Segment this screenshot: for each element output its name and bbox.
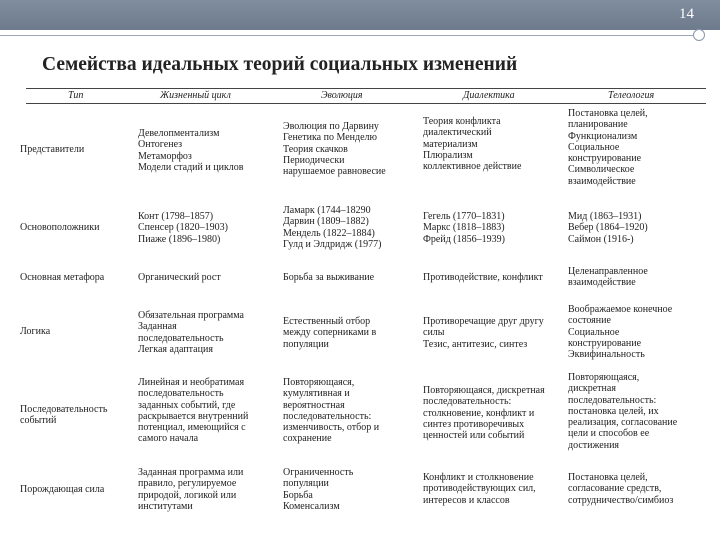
- table-cell: Конфликт и столкновение противодействующих сил, интересов и классов: [423, 472, 536, 506]
- table-cell: Линейная и необратимая последовательность заданных событий, где раскрывается внутренний потенциал, имеющийся с самого начала: [138, 377, 249, 445]
- header-divider-line: [0, 35, 700, 36]
- table-cell: Повторяющаяся, дискретная последовательность: столкновение, конфликт и синтез противоречивых ценностей или событий: [423, 385, 545, 442]
- table-cell: Конт (1798–1857) Спенсер (1820–1903) Пиаже (1896–1980): [138, 211, 228, 245]
- table-cell: Заданная программа или правило, регулируемое природой, логикой или институтами: [138, 467, 244, 512]
- table-cell: Естественный отбор между соперниками в популяции: [283, 316, 377, 350]
- row-label-founders: Основоположники: [20, 222, 100, 233]
- table-cell: Ламарк (1744–18290 Дарвин (1809–1882) Мендель (1822–1884) Гулд и Элдридж (1977): [283, 205, 382, 250]
- column-header-evolution: Эволюция: [321, 90, 363, 101]
- row-label-event-sequence: Последовательность событий: [20, 404, 108, 427]
- table-cell: Органический рост: [138, 272, 221, 283]
- table-cell: Борьба за выживание: [283, 272, 375, 283]
- table-cell: Повторяющаяся, кумулятивная и вероятностная последовательность: изменчивость, отбор и сохранение: [283, 377, 380, 445]
- column-header-teleology: Телеология: [608, 90, 655, 101]
- table-cell: Повторяющаяся, дискретная последовательность: постановка целей, их реализация, согласование цели и способов ее достижения: [568, 372, 678, 451]
- decorative-circle-icon: [693, 29, 705, 41]
- table-header-rule: [26, 103, 706, 104]
- column-header-life-cycle: Жизненный цикл: [160, 90, 231, 101]
- row-label-main-metaphor: Основная метафора: [20, 272, 105, 283]
- page-number: 14: [679, 6, 694, 22]
- table-cell: Эволюция по Дарвину Генетика по Менделю Теория скачков Периодически нарушаемое равновесие: [283, 121, 386, 178]
- row-label-generating-force: Порождающая сила: [20, 484, 105, 495]
- slide-header-bar: [0, 0, 720, 30]
- column-header-type: Тип: [68, 90, 84, 101]
- table-cell: Теория конфликта диалектический материализм Плюрализм коллективное действие: [423, 116, 522, 173]
- table-cell: Постановка целей, планирование Функционализм Социальное конструирование Символическое взаимодействие: [568, 108, 648, 187]
- table-top-rule: [26, 88, 706, 89]
- table-cell: Девелопментализм Онтогенез Метаморфоз Модели стадий и циклов: [138, 128, 244, 173]
- table-cell: Противоречащие друг другу силы Тезис, антитезис, синтез: [423, 316, 544, 350]
- page-title: Семейства идеальных теорий социальных изменений: [42, 54, 518, 75]
- table-cell: Постановка целей, согласование средств, сотрудничество/симбиоз: [568, 472, 674, 506]
- table-cell: Мид (1863–1931) Вебер (1864–1920) Саймон (1916-): [568, 211, 648, 245]
- table-cell: Ограниченность популяции Борьба Коменсализм: [283, 467, 354, 512]
- column-header-dialectics: Диалектика: [463, 90, 515, 101]
- row-label-representatives: Представители: [20, 144, 85, 155]
- table-cell: Целенаправленное взаимодействие: [568, 266, 648, 289]
- table-cell: Гегель (1770–1831) Маркс (1818–1883) Фрейд (1856–1939): [423, 211, 505, 245]
- row-label-logic: Логика: [20, 326, 51, 337]
- table-cell: Воображаемое конечное состояние Социальное конструирование Эквифинальность: [568, 304, 673, 361]
- table-cell: Противодействие, конфликт: [423, 272, 543, 283]
- table-cell: Обязательная программа Заданная последовательность Легкая адаптация: [138, 310, 244, 355]
